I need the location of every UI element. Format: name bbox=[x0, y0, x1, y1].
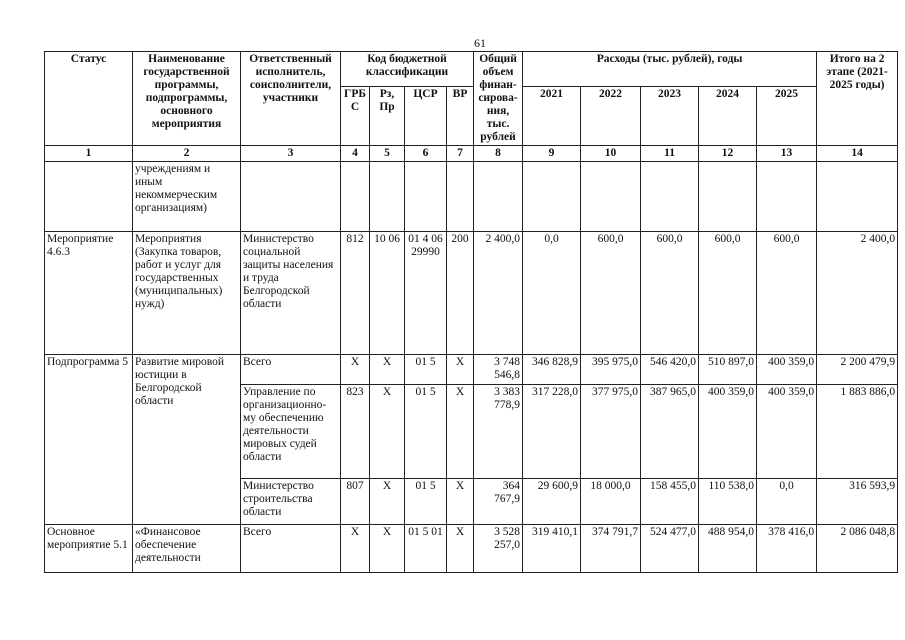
cell-2021: 29 600,9 bbox=[523, 479, 581, 525]
cell-status bbox=[45, 162, 133, 232]
cell-total bbox=[474, 162, 523, 232]
cell-2021: 317 228,0 bbox=[523, 385, 581, 479]
cell-2023: 546 420,0 bbox=[641, 355, 699, 385]
cell-csr: 01 5 bbox=[405, 479, 447, 525]
cell-executor bbox=[241, 162, 341, 232]
column-number: 1 bbox=[45, 146, 133, 162]
cell-stage-total: 2 400,0 bbox=[817, 232, 898, 355]
column-number: 8 bbox=[474, 146, 523, 162]
column-number: 10 bbox=[581, 146, 641, 162]
cell-2023: 600,0 bbox=[641, 232, 699, 355]
cell-name: «Финансовое обеспечение деятельности bbox=[133, 525, 241, 573]
cell-executor: Всего bbox=[241, 525, 341, 573]
cell-total: 3 528 257,0 bbox=[474, 525, 523, 573]
cell-name: Мероприятия (Закупка товаров, работ и услуг для государственных (муниципальных) нужд) bbox=[133, 232, 241, 355]
cell-stage-total: 1 883 886,0 bbox=[817, 385, 898, 479]
cell-stage-total: 2 200 479,9 bbox=[817, 355, 898, 385]
cell-2022: 18 000,0 bbox=[581, 479, 641, 525]
cell-2025: 0,0 bbox=[757, 479, 817, 525]
cell-status: Основное мероприятие 5.1 bbox=[45, 525, 133, 573]
column-number: 7 bbox=[447, 146, 474, 162]
column-number: 12 bbox=[699, 146, 757, 162]
cell-vr: Х bbox=[447, 385, 474, 479]
cell-2025: 600,0 bbox=[757, 232, 817, 355]
column-number: 9 bbox=[523, 146, 581, 162]
cell-csr: 01 4 06 29990 bbox=[405, 232, 447, 355]
cell-stage-total: 2 086 048,8 bbox=[817, 525, 898, 573]
column-number-row bbox=[45, 146, 898, 162]
cell-total: 3 383 778,9 bbox=[474, 385, 523, 479]
cell-rz bbox=[370, 162, 405, 232]
cell-grbs: 807 bbox=[341, 479, 370, 525]
cell-2022: 377 975,0 bbox=[581, 385, 641, 479]
cell-2024: 600,0 bbox=[699, 232, 757, 355]
cell-status: Мероприятие 4.6.3 bbox=[45, 232, 133, 355]
cell-2022: 374 791,7 bbox=[581, 525, 641, 573]
header-grbs: ГРБ С bbox=[341, 86, 370, 145]
header-year-2025: 2025 bbox=[757, 86, 817, 145]
column-number: 6 bbox=[405, 146, 447, 162]
column-number: 11 bbox=[641, 146, 699, 162]
cell-name: Развитие мировой юстиции в Белгородской области bbox=[133, 355, 241, 525]
header-executor: Ответственный исполнитель, соисполнители, участники bbox=[241, 52, 341, 146]
cell-executor: Министерство социальной защиты населения и труда Белгородской области bbox=[241, 232, 341, 355]
header-year-2024: 2024 bbox=[699, 86, 757, 145]
cell-2024: 110 538,0 bbox=[699, 479, 757, 525]
cell-executor: Всего bbox=[241, 355, 341, 385]
header-name: Наименование государственной программы, подпрограммы, основного мероприятия bbox=[133, 52, 241, 146]
cell-2023: 387 965,0 bbox=[641, 385, 699, 479]
cell-rz: 10 06 bbox=[370, 232, 405, 355]
header-rz-pr: Рз, Пр bbox=[370, 86, 405, 145]
cell-2024: 400 359,0 bbox=[699, 385, 757, 479]
cell-2022: 395 975,0 bbox=[581, 355, 641, 385]
cell-2024: 510 897,0 bbox=[699, 355, 757, 385]
header-vr: ВР bbox=[447, 86, 474, 145]
header-year-2021: 2021 bbox=[523, 86, 581, 145]
column-number: 4 bbox=[341, 146, 370, 162]
table-row bbox=[45, 525, 898, 573]
cell-2023: 524 477,0 bbox=[641, 525, 699, 573]
cell-total: 2 400,0 bbox=[474, 232, 523, 355]
cell-2025: 400 359,0 bbox=[757, 385, 817, 479]
cell-2025: 378 416,0 bbox=[757, 525, 817, 573]
header-year-2023: 2023 bbox=[641, 86, 699, 145]
cell-2024: 488 954,0 bbox=[699, 525, 757, 573]
cell-stage-total: 316 593,9 bbox=[817, 479, 898, 525]
header-total: Общий объем финан-сирова-ния, тыс. рублей bbox=[474, 52, 523, 146]
cell-vr: 200 bbox=[447, 232, 474, 355]
cell-rz: Х bbox=[370, 525, 405, 573]
table-row bbox=[45, 355, 898, 385]
cell-csr bbox=[405, 162, 447, 232]
cell-csr: 01 5 bbox=[405, 355, 447, 385]
cell-vr: Х bbox=[447, 355, 474, 385]
header-status: Статус bbox=[45, 52, 133, 146]
cell-stage-total bbox=[817, 162, 898, 232]
cell-2021: 0,0 bbox=[523, 232, 581, 355]
header-budget-code: Код бюджетной классификации bbox=[341, 52, 474, 87]
column-number: 2 bbox=[133, 146, 241, 162]
header-year-2022: 2022 bbox=[581, 86, 641, 145]
cell-2023: 158 455,0 bbox=[641, 479, 699, 525]
cell-2021: 319 410,1 bbox=[523, 525, 581, 573]
column-number: 13 bbox=[757, 146, 817, 162]
table-row bbox=[45, 232, 898, 355]
cell-2021 bbox=[523, 162, 581, 232]
cell-csr: 01 5 bbox=[405, 385, 447, 479]
cell-rz: Х bbox=[370, 479, 405, 525]
cell-2021: 346 828,9 bbox=[523, 355, 581, 385]
cell-name: учреждениям и иным некоммерческим организациям) bbox=[133, 162, 241, 232]
cell-vr bbox=[447, 162, 474, 232]
cell-grbs bbox=[341, 162, 370, 232]
cell-2022 bbox=[581, 162, 641, 232]
cell-total: 364 767,9 bbox=[474, 479, 523, 525]
table-row bbox=[45, 162, 898, 232]
cell-vr: Х bbox=[447, 525, 474, 573]
cell-grbs: 823 bbox=[341, 385, 370, 479]
cell-2025 bbox=[757, 162, 817, 232]
cell-grbs: Х bbox=[341, 355, 370, 385]
cell-status: Подпрограмма 5 bbox=[45, 355, 133, 525]
cell-rz: Х bbox=[370, 385, 405, 479]
header-csr: ЦСР bbox=[405, 86, 447, 145]
cell-executor: Управление по организационно-му обеспечению деятельности мировых судей области bbox=[241, 385, 341, 479]
column-number: 3 bbox=[241, 146, 341, 162]
cell-2022: 600,0 bbox=[581, 232, 641, 355]
cell-executor: Министерство строительства области bbox=[241, 479, 341, 525]
cell-total: 3 748 546,8 bbox=[474, 355, 523, 385]
page-number: 61 bbox=[474, 36, 486, 50]
cell-grbs: 812 bbox=[341, 232, 370, 355]
cell-2024 bbox=[699, 162, 757, 232]
header-expenses: Расходы (тыс. рублей), годы bbox=[523, 52, 817, 87]
cell-2025: 400 359,0 bbox=[757, 355, 817, 385]
column-number: 5 bbox=[370, 146, 405, 162]
budget-table bbox=[44, 51, 898, 573]
cell-csr: 01 5 01 bbox=[405, 525, 447, 573]
cell-2023 bbox=[641, 162, 699, 232]
cell-vr: Х bbox=[447, 479, 474, 525]
cell-grbs: Х bbox=[341, 525, 370, 573]
cell-rz: Х bbox=[370, 355, 405, 385]
header-stage-total: Итого на 2 этапе (2021-2025 годы) bbox=[817, 52, 898, 146]
column-number: 14 bbox=[817, 146, 898, 162]
